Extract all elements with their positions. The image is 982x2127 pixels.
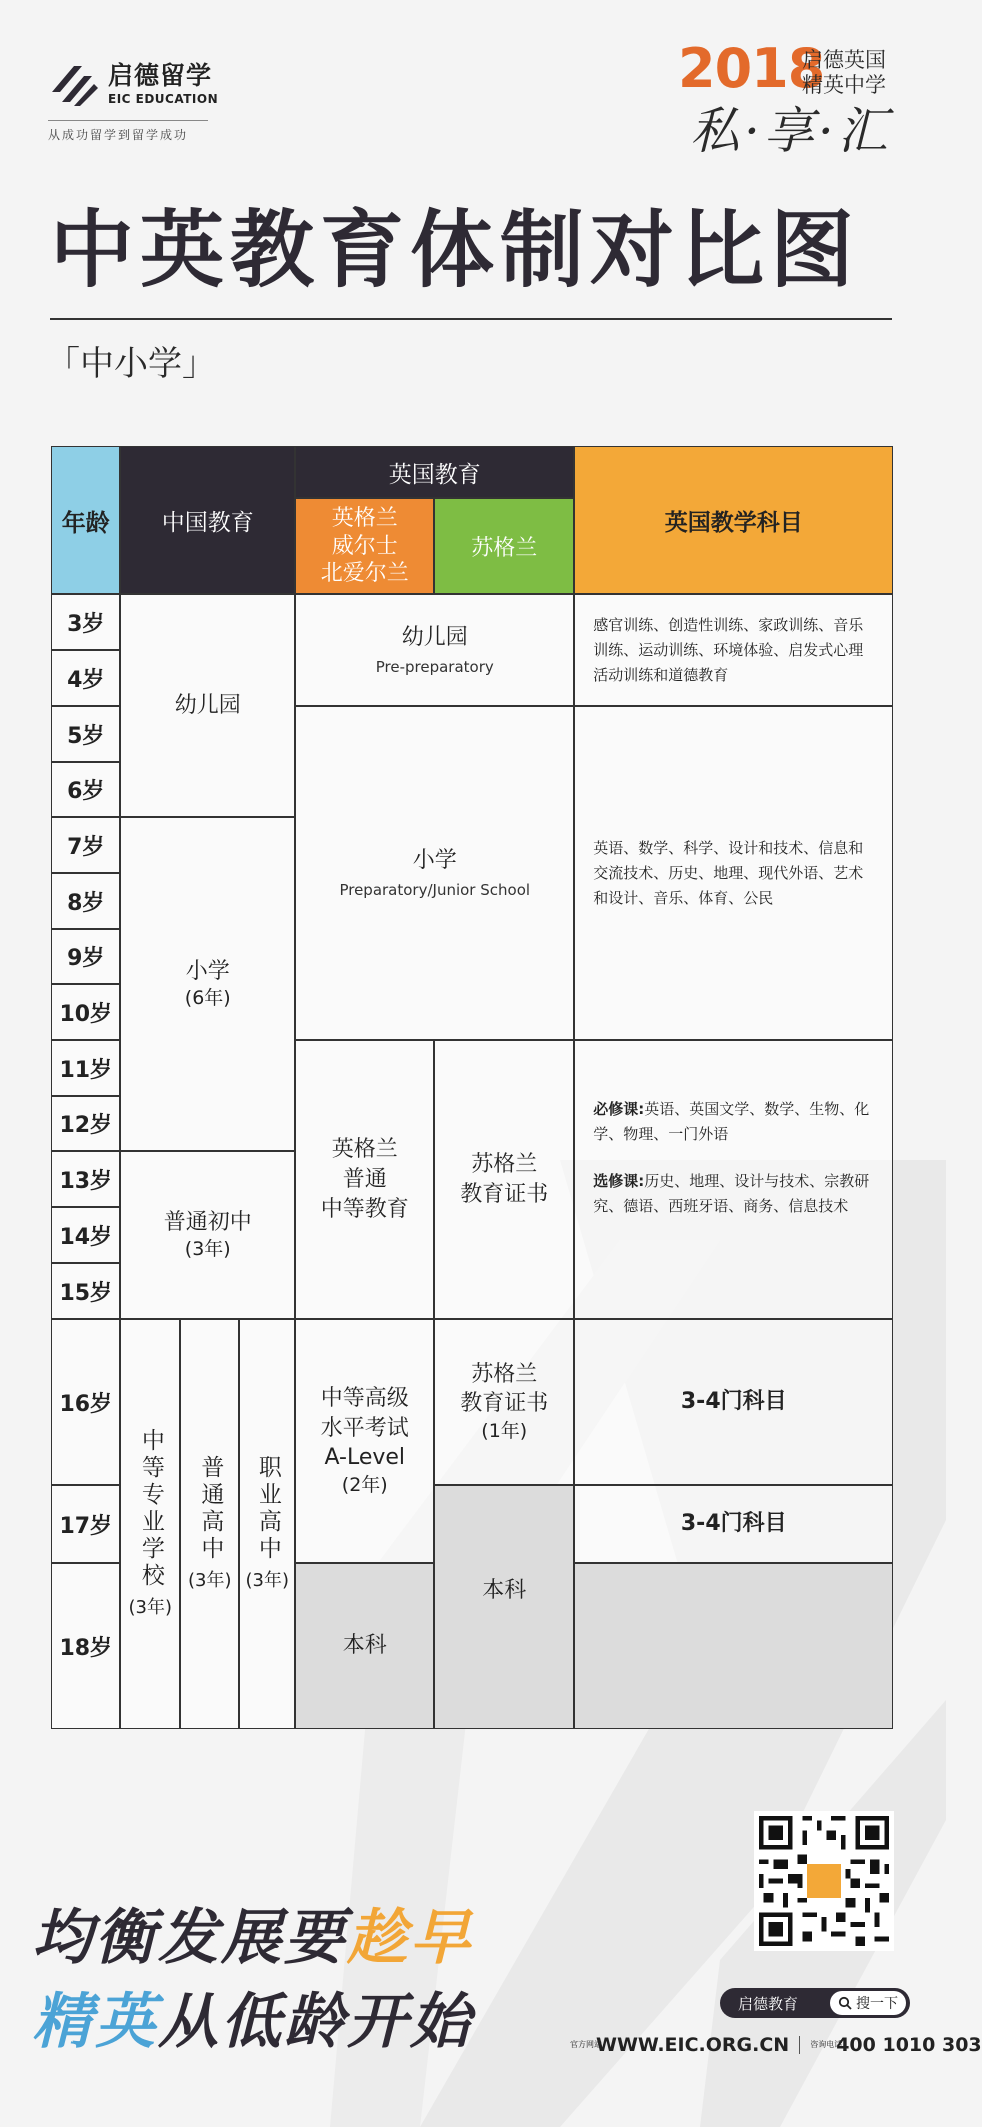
uk-scotland-certificate-line: 教育证书 bbox=[460, 1181, 549, 1207]
age-cell: 3岁 bbox=[51, 594, 120, 650]
search-icon bbox=[838, 1996, 852, 2010]
age-cell: 8岁 bbox=[51, 873, 120, 929]
uk-scotland-certificate-line: 苏格兰 bbox=[471, 1152, 538, 1178]
uk-scotland-certificate bbox=[434, 1040, 574, 1319]
search-bar[interactable] bbox=[720, 1988, 910, 2018]
age-cell: 7岁 bbox=[51, 817, 120, 873]
subjects-elective-label: 选修课: bbox=[593, 1171, 645, 1190]
qr-code-icon[interactable] bbox=[754, 1811, 894, 1951]
header-subjects: 英国教学科目 bbox=[574, 446, 893, 594]
header-age: 年龄 bbox=[51, 446, 120, 594]
header-england-line: 北爱尔兰 bbox=[320, 561, 409, 586]
slogan-line1-main: 均衡发展要 bbox=[32, 1903, 347, 1973]
site-url[interactable]: WWW.EIC.ORG.CN bbox=[596, 2034, 790, 2056]
logo-english: EIC EDUCATION bbox=[108, 92, 219, 106]
uk-england-secondary-line: 普通 bbox=[342, 1166, 387, 1192]
eic-logo-icon bbox=[48, 58, 100, 110]
uk-undergrad-scotland bbox=[434, 1485, 574, 1729]
header-china: 中国教育 bbox=[120, 446, 295, 594]
event-brand-line2: 精英中学 bbox=[802, 73, 886, 97]
china-vocational-school bbox=[120, 1319, 180, 1729]
age-cell: 15岁 bbox=[51, 1263, 120, 1319]
china-vocational-school-years: (3年) bbox=[128, 1597, 172, 1619]
subjects-age16-text: 3-4门科目 bbox=[680, 1389, 787, 1415]
uk-a-level-years: (2年) bbox=[341, 1473, 388, 1496]
subjects-early-years-text: 感官训练、创造性训练、家政训练、音乐训练、运动训练、环境体验、启发式心理活动训练和道德教育 bbox=[593, 616, 864, 684]
uk-primary-english: Preparatory/Junior School bbox=[339, 880, 531, 899]
slogan-line1-highlight: 趁早 bbox=[347, 1903, 473, 1973]
china-senior-high-years: (3年) bbox=[188, 1570, 232, 1592]
event-brand-line1: 启德英国 bbox=[802, 48, 886, 72]
subjects-secondary bbox=[574, 1040, 893, 1319]
age-cell: 16岁 bbox=[51, 1319, 120, 1485]
uk-primary-label: 小学 bbox=[412, 848, 457, 874]
china-junior-years: (3年) bbox=[184, 1238, 231, 1261]
uk-a-level-line: 中等高级 bbox=[320, 1385, 409, 1411]
china-vocational-school-label: 中等专业学校 bbox=[137, 1428, 164, 1591]
search-button[interactable] bbox=[830, 1991, 906, 2015]
uk-a-level-line: 水平考试 bbox=[320, 1415, 409, 1441]
slogan-line2-highlight: 精英 bbox=[32, 1987, 158, 2057]
subjects-compulsory bbox=[593, 1097, 874, 1147]
china-vocational-high bbox=[239, 1319, 295, 1729]
uk-kindergarten-english: Pre-preparatory bbox=[375, 657, 494, 676]
age-cell: 18岁 bbox=[51, 1563, 120, 1729]
header-uk: 英国教育 bbox=[295, 446, 574, 498]
contact-bar bbox=[570, 2034, 982, 2056]
subjects-age18 bbox=[574, 1563, 893, 1729]
uk-england-secondary-line: 英格兰 bbox=[331, 1137, 398, 1163]
uk-undergrad-england-label: 本科 bbox=[342, 1633, 387, 1659]
china-primary bbox=[120, 817, 295, 1151]
subjects-age16 bbox=[574, 1319, 893, 1485]
age-cell: 10岁 bbox=[51, 984, 120, 1040]
search-brand: 启德教育 bbox=[738, 1994, 799, 2013]
header-england-line: 威尔士 bbox=[331, 533, 398, 559]
age-cell: 4岁 bbox=[51, 650, 120, 706]
age-cell: 5岁 bbox=[51, 706, 120, 762]
subjects-primary-text: 英语、数学、科学、设计和技术、信息和交流技术、历史、地理、现代外语、艺术和设计、音乐、体育、公民 bbox=[593, 839, 864, 907]
event-name: 私·享·汇 bbox=[690, 102, 892, 160]
logo-chinese: 启德留学 bbox=[108, 61, 213, 90]
uk-primary bbox=[295, 706, 574, 1040]
slogan-line1 bbox=[32, 1903, 473, 1973]
uk-scotland-certificate-2-years: (1年) bbox=[481, 1420, 528, 1443]
uk-scotland-certificate-2-line: 苏格兰 bbox=[471, 1361, 538, 1387]
subjects-age17 bbox=[574, 1485, 893, 1563]
china-primary-years: (6年) bbox=[184, 987, 231, 1010]
logo-slogan: 从成功留学到留学成功 bbox=[48, 128, 189, 142]
header-scotland: 苏格兰 bbox=[434, 498, 574, 594]
uk-scotland-certificate-2 bbox=[434, 1319, 574, 1485]
uk-undergrad-england bbox=[295, 1563, 434, 1729]
phone-number[interactable]: 400 1010 303 bbox=[836, 2034, 982, 2056]
page-title: 中英教育体制对比图 bbox=[50, 201, 861, 299]
uk-undergrad-scotland-label: 本科 bbox=[482, 1578, 527, 1604]
age-cell: 13岁 bbox=[51, 1151, 120, 1207]
uk-kindergarten-label: 幼儿园 bbox=[401, 625, 468, 651]
china-junior bbox=[120, 1151, 295, 1319]
subjects-compulsory-label: 必修课: bbox=[593, 1100, 645, 1119]
contact-divider bbox=[799, 2036, 800, 2054]
age-cell: 17岁 bbox=[51, 1485, 120, 1563]
header-england-line: 英格兰 bbox=[331, 506, 398, 531]
uk-a-level-line: A-Level bbox=[324, 1445, 406, 1471]
age-cell: 11岁 bbox=[51, 1040, 120, 1096]
slogan-line2 bbox=[32, 1987, 473, 2057]
event-year: 2018 bbox=[678, 37, 825, 100]
china-vocational-high-years: (3年) bbox=[245, 1570, 289, 1592]
slogan-line2-main: 从低龄开始 bbox=[158, 1987, 473, 2057]
subjects-compulsory-text: 英语、英国文学、数学、生物、化学、物理、一门外语 bbox=[593, 1100, 870, 1143]
subjects-primary bbox=[574, 706, 893, 1040]
subjects-age17-text: 3-4门科目 bbox=[680, 1511, 787, 1537]
age-cell: 6岁 bbox=[51, 762, 120, 817]
china-senior-high bbox=[180, 1319, 239, 1729]
china-kindergarten-label: 幼儿园 bbox=[174, 692, 241, 718]
page-subtitle: 「中小学」 bbox=[46, 344, 216, 384]
china-vocational-high-label: 职业高中 bbox=[254, 1455, 281, 1564]
logo-divider bbox=[48, 120, 208, 121]
uk-a-level bbox=[295, 1319, 434, 1563]
age-cell: 9岁 bbox=[51, 929, 120, 984]
uk-kindergarten bbox=[295, 594, 574, 706]
age-cell: 12岁 bbox=[51, 1096, 120, 1151]
subjects-elective bbox=[593, 1169, 874, 1219]
china-senior-high-label: 普通高中 bbox=[197, 1455, 224, 1564]
search-button-label: 搜一下 bbox=[856, 1996, 898, 2012]
china-junior-label: 普通初中 bbox=[163, 1209, 252, 1235]
uk-england-secondary-line: 中等教育 bbox=[320, 1196, 409, 1222]
subjects-elective-text: 历史、地理、设计与技术、宗教研究、德语、西班牙语、商务、信息技术 bbox=[593, 1171, 870, 1215]
uk-england-secondary bbox=[295, 1040, 434, 1319]
site-tag: 官方网站 bbox=[570, 2039, 602, 2049]
age-cell: 14岁 bbox=[51, 1207, 120, 1263]
title-divider bbox=[50, 318, 892, 320]
header-england bbox=[295, 498, 434, 594]
china-primary-label: 小学 bbox=[185, 958, 230, 984]
phone-tag: 咨询电话 bbox=[810, 2039, 843, 2049]
china-kindergarten bbox=[120, 594, 295, 817]
uk-scotland-certificate-2-line: 教育证书 bbox=[460, 1391, 549, 1417]
subjects-early-years bbox=[574, 594, 893, 706]
